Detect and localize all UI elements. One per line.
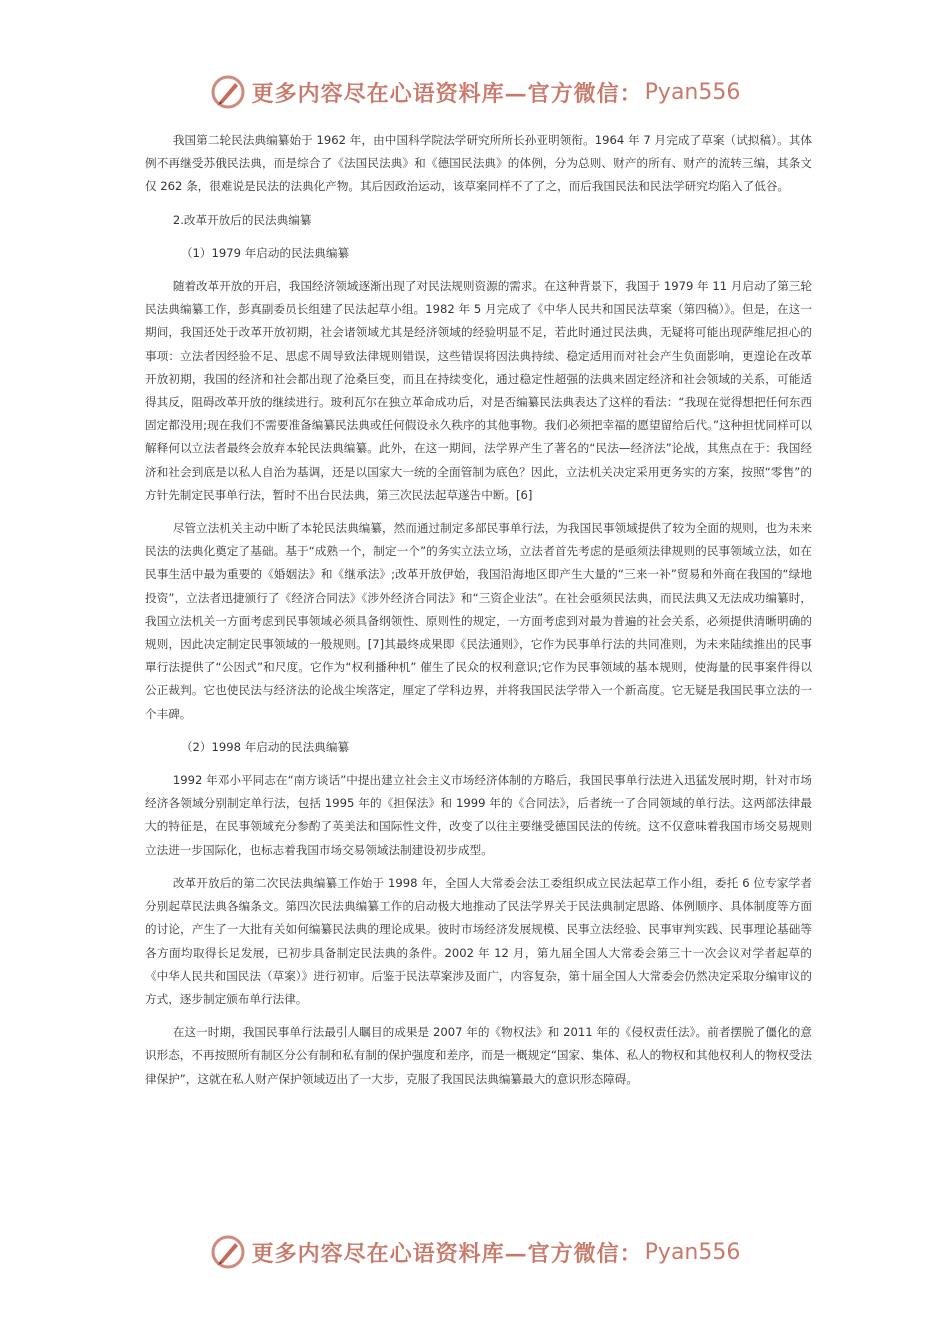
document-body (145, 129, 812, 1101)
paragraph: 随着改革开放的开启，我国经济领域逐渐出现了对民法规则资源的需求。在这种背景下，我国于 1979 年 11 月启动了第三轮民法典编纂工作，彭真副委员长组建了民法起草小组。1982 年 5 月完成了《中华人民共和国民法草案（第四稿）》。但是，在这一期间，我国还处于改革开放初期，社会诸领域尤其是经济领域的经验明显不足，若此时通过民法典，无疑将可能出现萨维尼担心的事项：立法者因经验不足、思虑不周导致法律规则错误，这些错误将因法典持续、稳定适用而对社会产生负面影响，更遑论在改革开放初期，我国的经济和社会都出现了沧桑巨变，而且在持续变化，通过稳定性超强的法典来固定经济和社会领域的关系，可能适得其反，阻碍改革开放的继续进行。玻利瓦尔在独立革命成功后，对是否编纂民法典表达了这样的看法：“我现在觉得想把任何东西固定都没用;现在我们不需要准备编纂民法典或任何假设永久秩序的其他事物。我们必须把幸福的愿望留给后代。”这种担忧同样可以解释何以立法者最终会放弃本轮民法典编纂。此外，在这一期间，法学界产生了著名的“民法—经济法”论战，其焦点在于：我国经济和社会到底是以私人自治为基调，还是以国家大一统的全面管制为底色？因此，立法机关决定采用更务实的方案，按照“零售”的方针先制定民事单行法，暂时不出台民法典，第三次民法起草遂告中断。[6] (145, 279, 812, 502)
paragraph: 我国第二轮民法典编纂始于 1962 年，由中国科学院法学研究所所长孙亚明领衔。1964 年 7 月完成了草案（试拟稿）。其体例不再继受苏俄民法典，而是综合了《法国民法典》和《德国民法典》的体例，分为总则、财产的所有、财产的流转三编，其条文仅 262 条，很难说是民法的法典化产物。其后因政治运动，该草案同样不了了之，而后我国民法和民法学研究均陷入了低谷。 (145, 133, 812, 194)
header-watermark-banner (0, 72, 950, 112)
paragraph: 尽管立法机关主动中断了本轮民法典编纂，然而通过制定多部民事单行法，为我国民事领域提供了较为全面的规则，也为未来民法的法典化奠定了基础。基于“成熟一个，制定一个”的务实立法立场，立法者首先考虑的是亟须法律规则的民事领域立法，如在民事生活中最为重要的《婚姻法》和《继承法》;改革开放伊始，我国沿海地区即产生大量的“三来一补”贸易和外商在我国的“绿地投资”，立法者迅捷颁行了《经济合同法》《涉外经济合同法》和“三资企业法”。在社会亟须民法典，而民法典又无法成功编纂时，我国立法机关一方面考虑到民事领域必须具备纲领性、原则性的规定，一方面考虑到对最为普遍的社会关系，必须提供清晰明确的规则，因此决定制定民事领域的一般规则。[7]其最终成果即《民法通则》，它作为民事单行法的共同准则，为未来陆续推出的民事單行法提供了“公因式”和尺度。它作为“权利播种机” 催生了民众的权利意识;它作为民事领域的基本规则，使海量的民事案件得以公正裁判。它也使民法与经济法的论战尘埃落定，厘定了学科边界，并将我国民法学带入一个新高度。它无疑是我国民事立法的一个丰碑。 (145, 521, 812, 721)
section-heading: 2.改革开放后的民法典编纂 (172, 212, 312, 227)
paragraph: 改革开放后的第二次民法典编纂工作始于 1998 年，全国人大常委会法工委组织成立民法起草工作小组，委托 6 位专家学者分别起草民法典各编条文。第四次民法典编纂工作的启动极大地推动了民法学界关于民法典制定思路、体例顺序、具体制度等方面的讨论，产生了一大批有关如何编纂民法典的理论成果。彼时市场经济发展规模、民事立法经验、民事审判实践、民事理论基础等各方面均取得长足发展，已初步具备制定民法典的条件。2002 年 12 月，第九届全国人大常委会第三十一次会议对学者起草的《中华人民共和国民法（草案）》进行初审。后鉴于民法草案涉及面广，内容复杂，第十届全国人大常委会仍然决定采取分编审议的方式，逐步制定颁布单行法律。 (145, 875, 812, 1006)
banner-text: 更多内容尽在心语资料库—官方微信： (251, 1240, 643, 1267)
paragraph: 1992 年邓小平同志在“南方谈话”中提出建立社会主义市场经济体制的方略后，我国民事单行法进入迅猛发展时期，针对市场经济各领域分别制定单行法，包括 1995 年的《担保法》和 1999 年的《合同法》，后者统一了合同领域的单行法。这两部法律最大的特征是，在民事领域充分参酌了英美法和国际性文件，改变了以往主要继受德国民法的传统。这不仅意味着我国市场交易规则立法进一步国际化，也标志着我国市场交易领域法制建设初步成型。 (145, 773, 812, 857)
paragraph: 在这一时期，我国民事单行法最引人瞩目的成果是 2007 年的《物权法》和 2011 年的《侵权责任法》。前者摆脱了僵化的意识形态，不再按照所有制区分公有制和私有制的保护强度和差序，而是一概规定“国家、集体、私人的物权和其他权利人的物权受法律保护”，这就在私人财产保护领域迈出了一大步，克服了我国民法典编纂最大的意识形态障碍。 (145, 1025, 812, 1086)
subsection-heading: （1）1979 年启动的民法典编纂 (180, 245, 350, 260)
banner-text: 更多内容尽在心语资料库—官方微信： (251, 80, 643, 107)
banner-wechat-id: Pyan556 (644, 79, 741, 105)
banner-wechat-id: Pyan556 (644, 1239, 741, 1265)
footer-watermark-banner (0, 1232, 950, 1272)
pen-logo-icon (210, 74, 246, 110)
subsection-heading: （2）1998 年启动的民法典编纂 (180, 739, 350, 754)
pen-logo-icon (210, 1234, 246, 1270)
